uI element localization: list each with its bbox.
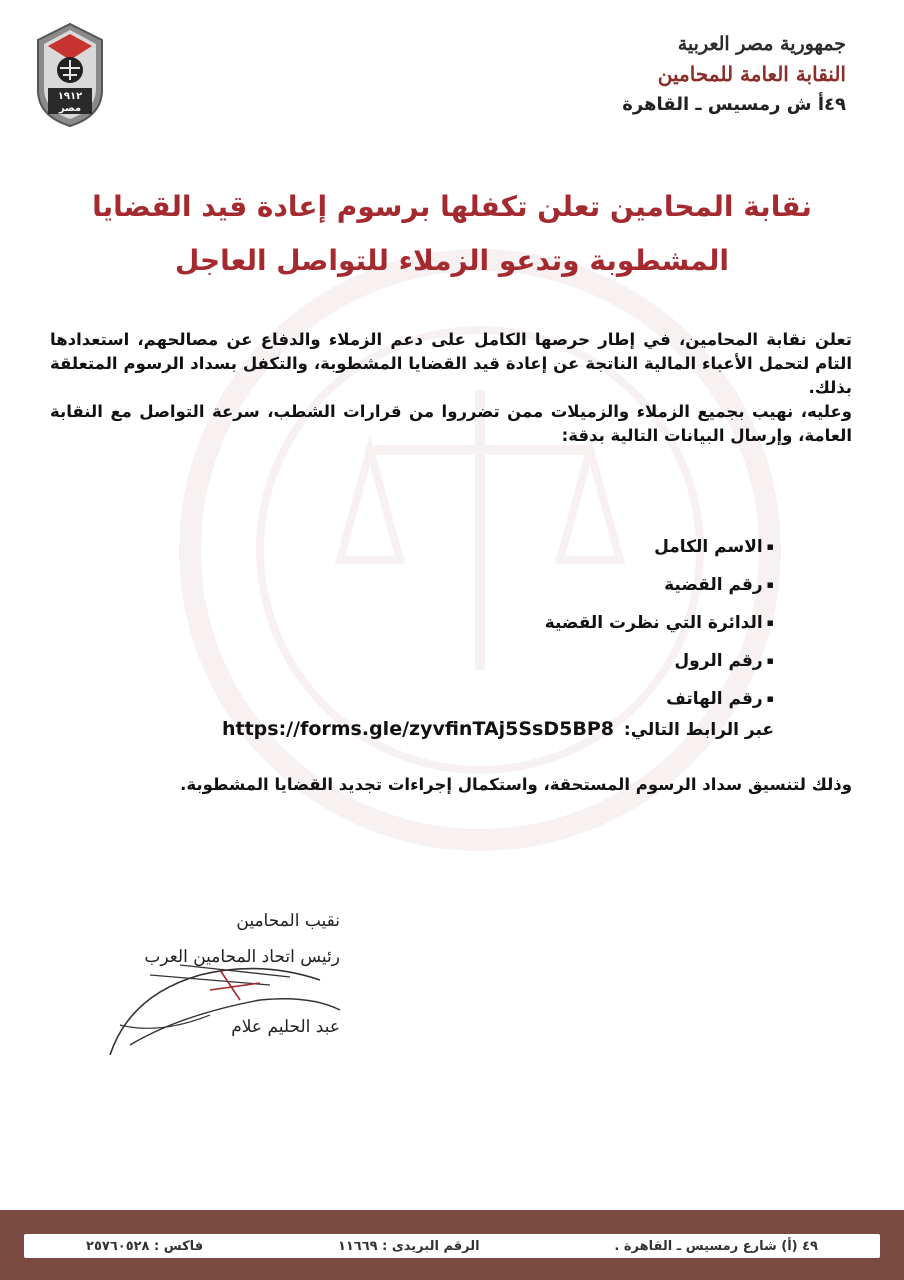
letterhead-address: ٤٩أ ش رمسيس ـ القاهرة bbox=[622, 94, 846, 115]
body-paragraph-2: وعليه، نهيب بجميع الزملاء والزميلات ممن تضرروا من قرارات الشطب، سرعة التواصل مع النقابة العامة، وإرسال البيانات التالية بدقة: bbox=[50, 402, 852, 445]
list-item: ▪ رقم الرول bbox=[545, 642, 774, 680]
list-item: ▪ رقم الهاتف bbox=[545, 680, 774, 718]
title-line-1: نقابة المحامين تعلن تكفلها برسوم إعادة قيد القضايا bbox=[92, 190, 812, 223]
link-row bbox=[222, 718, 774, 740]
body-paragraph-1: تعلن نقابة المحامين، في إطار حرصها الكامل على دعم الزملاء والدفاع عن مصالحهم، استعدادها التام لتحمل الأعباء المالية الناتجة عن إعادة قيد القضايا المشطوبة، والتكفل بسداد الرسوم المتعلقة بذلك. bbox=[50, 330, 852, 397]
footer bbox=[0, 1210, 904, 1280]
title-line-2: المشطوبة وتدعو الزملاء للتواصل العاجل bbox=[174, 244, 730, 277]
letterhead-syndicate: النقابة العامة للمحامين bbox=[657, 62, 846, 86]
logo-country: مصر bbox=[58, 103, 82, 114]
closing-sentence: وذلك لتنسيق سداد الرسوم المستحقة، واستكمال إجراءات تجديد القضايا المشطوبة. bbox=[180, 775, 852, 794]
signature-name: عبد الحليم علام bbox=[231, 1017, 340, 1037]
letterhead bbox=[622, 30, 846, 120]
link-label: عبر الرابط التالي: bbox=[623, 720, 774, 740]
footer-contact-bar bbox=[24, 1234, 880, 1258]
announcement-body bbox=[50, 328, 852, 448]
syndicate-logo bbox=[30, 20, 110, 130]
letterhead-country: جمهورية مصر العربية bbox=[677, 33, 846, 55]
footer-address: ٤٩ (أ) شارع رمسيس ـ القاهرة . bbox=[614, 1238, 818, 1254]
list-item: ▪ الدائرة التي نظرت القضية bbox=[545, 604, 774, 642]
signature-title: نقيب المحامين bbox=[236, 911, 340, 931]
logo-year: ١٩١٢ bbox=[57, 91, 83, 102]
handwritten-signature bbox=[90, 955, 370, 1065]
list-item: ▪ رقم القضية bbox=[545, 566, 774, 604]
footer-fax: فاكس : ٢٥٧٦٠٥٢٨ bbox=[86, 1238, 204, 1254]
form-link[interactable]: https://forms.gle/zyvfinTAj5SsD5BP8 bbox=[221, 718, 614, 740]
list-item: ▪ الاسم الكامل bbox=[545, 528, 774, 566]
signature-subtitle: رئيس اتحاد المحامين العرب bbox=[144, 947, 340, 967]
announcement-title bbox=[60, 180, 844, 288]
footer-postal-code: الرقم البريدى : ١١٦٦٩ bbox=[337, 1238, 480, 1254]
required-fields-list bbox=[545, 528, 774, 718]
